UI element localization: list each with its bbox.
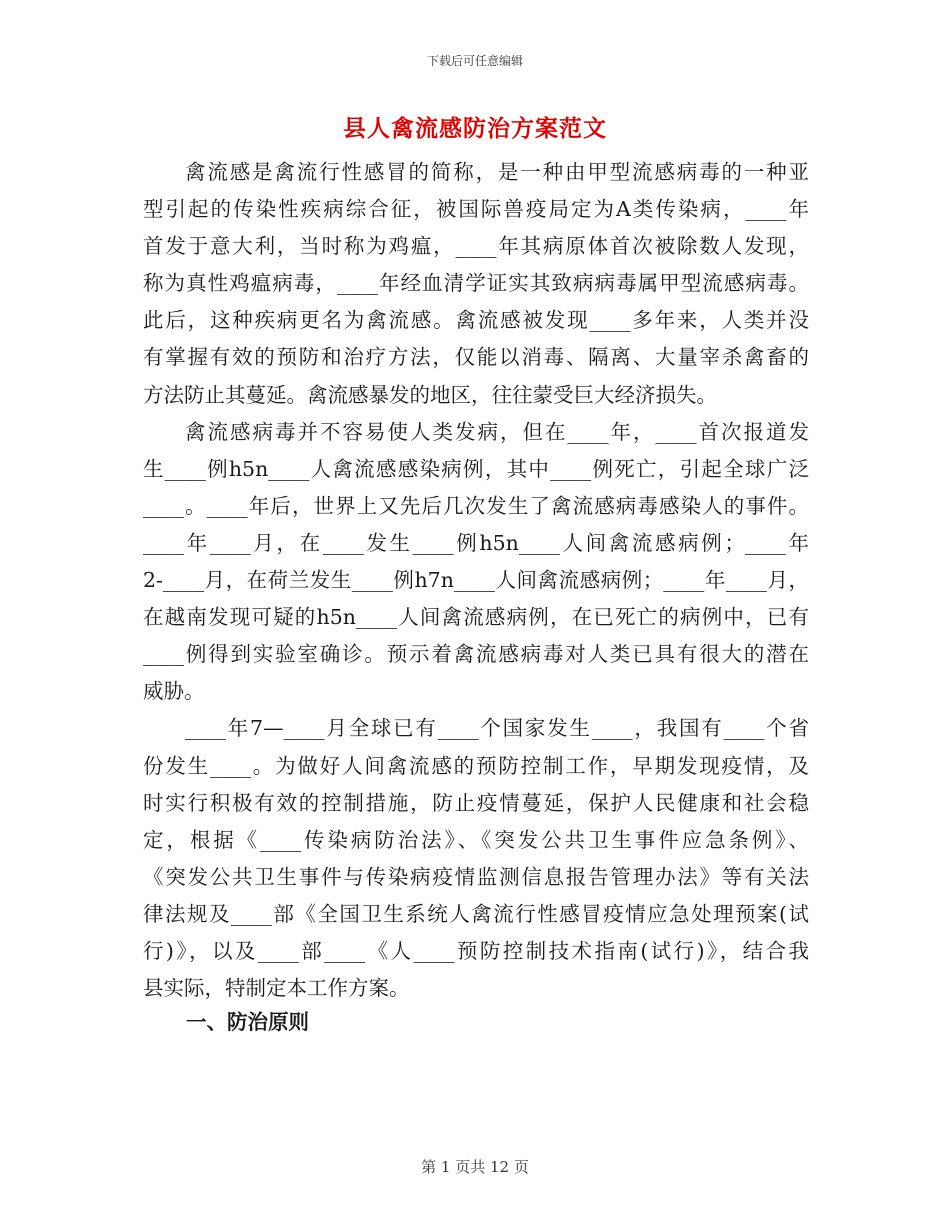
text-line: 威胁。 <box>143 679 205 704</box>
text-line: ____。____年后，世界上又先后几次发生了禽流感病毒感染人的事件。 <box>143 493 809 518</box>
text-line: ____年____月，在____发生____例h5n____人间禽流感病例；____年 <box>143 530 809 555</box>
text-line: 《突发公共卫生事件与传染病疫情监测信息报告管理办法》等有关法 <box>143 864 809 889</box>
text-line: 律法规及____部《全国卫生系统人禽流行性感冒疫情应急处理预案(试 <box>143 901 809 926</box>
page-number: 第 1 页共 12 页 <box>421 1158 529 1176</box>
document-title: 县人禽流感防治方案范文 <box>343 115 607 142</box>
text-line: 时实行积极有效的控制措施，防止疫情蔓延，保护人民健康和社会稳 <box>143 790 809 815</box>
text-line: 此后，这种疾病更名为禽流感。禽流感被发现____多年来，人类并没 <box>143 308 809 333</box>
text-line: 首发于意大利，当时称为鸡瘟，____年其病原体首次被除数人发现， <box>143 234 809 259</box>
document-body <box>143 154 809 1007</box>
text-line: 禽流感病毒并不容易使人类发病，但在____年，____首次报道发 <box>185 419 809 444</box>
text-line: 生____例h5n____人禽流感感染病例，其中____例死亡，引起全球广泛 <box>143 456 809 481</box>
text-line: 2-____月，在荷兰发生____例h7n____人间禽流感病例；____年____月， <box>143 568 809 593</box>
text-line: 有掌握有效的预防和治疗方法，仅能以消毒、隔离、大量宰杀禽畜的 <box>143 345 809 370</box>
text-line: 行)》，以及____部____《人____预防控制技术指南(试行)》，结合我 <box>143 938 809 963</box>
text-line: 在越南发现可疑的h5n____人间禽流感病例，在已死亡的病例中，已有 <box>143 605 809 630</box>
text-line: 份发生____。为做好人间禽流感的预防控制工作，早期发现疫情，及 <box>143 753 809 778</box>
section-heading: 一、防治原则 <box>186 1010 309 1034</box>
text-line: 禽流感是禽流行性感冒的简称，是一种由甲型流感病毒的一种亚 <box>185 160 809 184</box>
text-line: 县实际，特制定本工作方案。 <box>143 976 410 1001</box>
paragraph-3 <box>143 710 809 1007</box>
page-header-note: 下载后可任意编辑 <box>426 54 523 68</box>
paragraph-2 <box>143 414 809 711</box>
text-line: 方法防止其蔓延。禽流感暴发的地区，往往蒙受巨大经济损失。 <box>143 382 717 407</box>
text-line: ____年7—____月全球已有____个国家发生____，我国有____个省 <box>185 716 809 741</box>
text-line: 称为真性鸡瘟病毒，____年经血清学证实其致病病毒属甲型流感病毒。 <box>143 271 809 296</box>
paragraph-1 <box>143 154 809 414</box>
text-line: 定，根据《____传染病防治法》、《突发公共卫生事件应急条例》、 <box>143 827 809 852</box>
text-line: ____例得到实验室确诊。预示着禽流感病毒对人类已具有很大的潜在 <box>143 642 809 667</box>
text-line: 型引起的传染性疾病综合征，被国际兽疫局定为A类传染病，____年 <box>143 197 809 222</box>
